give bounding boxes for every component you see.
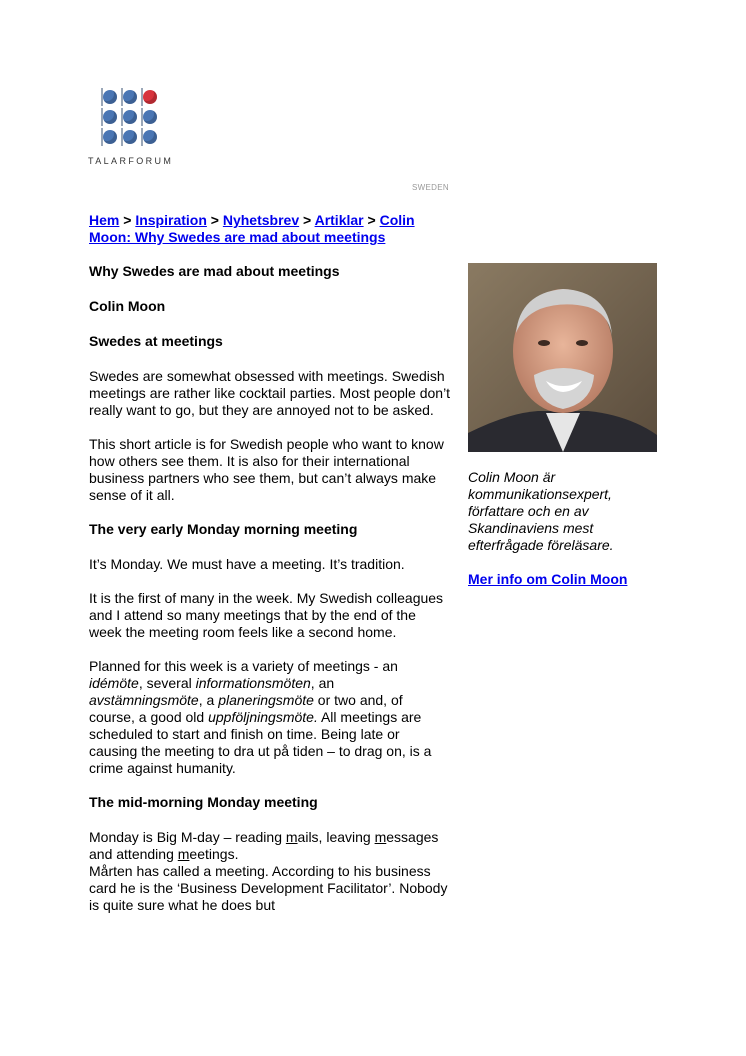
text-run: or two and, of course, a good old bbox=[89, 692, 403, 725]
breadcrumb-home[interactable]: Hem bbox=[89, 212, 120, 228]
logo-dot bbox=[100, 88, 120, 108]
paragraph: It is the first of many in the week. My Swedish colleagues and I attend so many meetings that by the end of the week the meeting room feels like a second home. bbox=[89, 590, 444, 640]
article-title: Why Swedes are mad about meetings bbox=[89, 263, 340, 279]
breadcrumb-separator: > bbox=[303, 212, 312, 228]
section-heading-early-monday: The very early Monday morning meeting bbox=[89, 521, 358, 537]
logo-dot bbox=[100, 128, 120, 148]
breadcrumb-separator: > bbox=[210, 212, 219, 228]
breadcrumb-artiklar[interactable]: Artiklar bbox=[314, 212, 364, 228]
text-run: , an bbox=[310, 675, 335, 691]
logo-dot bbox=[120, 128, 140, 148]
section-heading-swedes-at-meetings: Swedes at meetings bbox=[89, 333, 223, 349]
more-info-link[interactable]: Mer info om Colin Moon bbox=[468, 571, 628, 587]
paragraph-big-m-day bbox=[89, 829, 451, 914]
italic-term: planeringsmöte bbox=[218, 692, 314, 708]
paragraph: This short article is for Swedish people who want to know how others see them. It is also for their international business partners who see them, but can’t always make sense of it all. bbox=[89, 436, 444, 503]
text-run: Monday is Big M-day – reading bbox=[89, 829, 286, 845]
italic-term: informationsmöten bbox=[195, 675, 311, 691]
breadcrumb bbox=[89, 212, 451, 246]
breadcrumb-separator: > bbox=[367, 212, 376, 228]
underlined-letter: m bbox=[177, 846, 190, 862]
logo-dot-red bbox=[140, 88, 160, 108]
text-run: Planned for this week is a variety of meetings - an bbox=[89, 658, 398, 674]
logo-text: TALARFORUM bbox=[88, 156, 174, 166]
breadcrumb-current-article[interactable]: Colin Moon: Why Swedes are mad about meetings bbox=[89, 212, 415, 245]
breadcrumb-nyhetsbrev[interactable]: Nyhetsbrev bbox=[222, 212, 300, 228]
text-run: All meetings are scheduled to start and finish on time. Being late or causing the meeting to dra ut på tiden – to drag on, is a crime against humanity. bbox=[89, 709, 432, 776]
text-run: ails, leaving bbox=[297, 829, 375, 845]
text-run: eetings. bbox=[189, 846, 239, 862]
text-run: Mårten has called a meeting. According to his business card he is the ‘Business Development Facilitator’. Nobody is quite sure what he does but bbox=[89, 863, 448, 913]
italic-term: uppföljningsmöte. bbox=[208, 709, 318, 725]
logo-dot bbox=[140, 108, 160, 128]
logo-dot bbox=[120, 108, 140, 128]
text-run: , a bbox=[198, 692, 219, 708]
italic-term: idémöte bbox=[89, 675, 139, 691]
talarforum-logo[interactable] bbox=[100, 88, 162, 148]
article-column bbox=[89, 212, 451, 931]
country-label: SWEDEN bbox=[412, 183, 449, 192]
paragraph: Swedes are somewhat obsessed with meetings. Swedish meetings are rather like cocktail parties. Most people don’t really want to go, but they are annoyed not to be asked. bbox=[89, 368, 451, 418]
breadcrumb-separator: > bbox=[123, 212, 132, 228]
author-photo bbox=[468, 263, 657, 452]
author-caption: Colin Moon är kommunikationsexpert, författare och en av Skandinaviens mest efterfrågade föreläsare. bbox=[468, 469, 614, 553]
italic-term: avstämningsmöte bbox=[89, 692, 199, 708]
text-run: essages and attending bbox=[89, 829, 439, 862]
underlined-letter: m bbox=[374, 829, 387, 845]
section-heading-mid-morning: The mid-morning Monday meeting bbox=[89, 794, 318, 810]
paragraph: It’s Monday. We must have a meeting. It’s tradition. bbox=[89, 556, 405, 572]
article-author: Colin Moon bbox=[89, 298, 166, 314]
breadcrumb-inspiration[interactable]: Inspiration bbox=[135, 212, 207, 228]
underlined-letter: m bbox=[285, 829, 298, 845]
author-sidebar bbox=[468, 263, 658, 587]
logo-mark bbox=[100, 88, 162, 148]
logo-dot bbox=[120, 88, 140, 108]
paragraph-meeting-types bbox=[89, 658, 451, 777]
text-run: , several bbox=[138, 675, 196, 691]
logo-dot bbox=[100, 108, 120, 128]
logo-dot bbox=[140, 128, 160, 148]
